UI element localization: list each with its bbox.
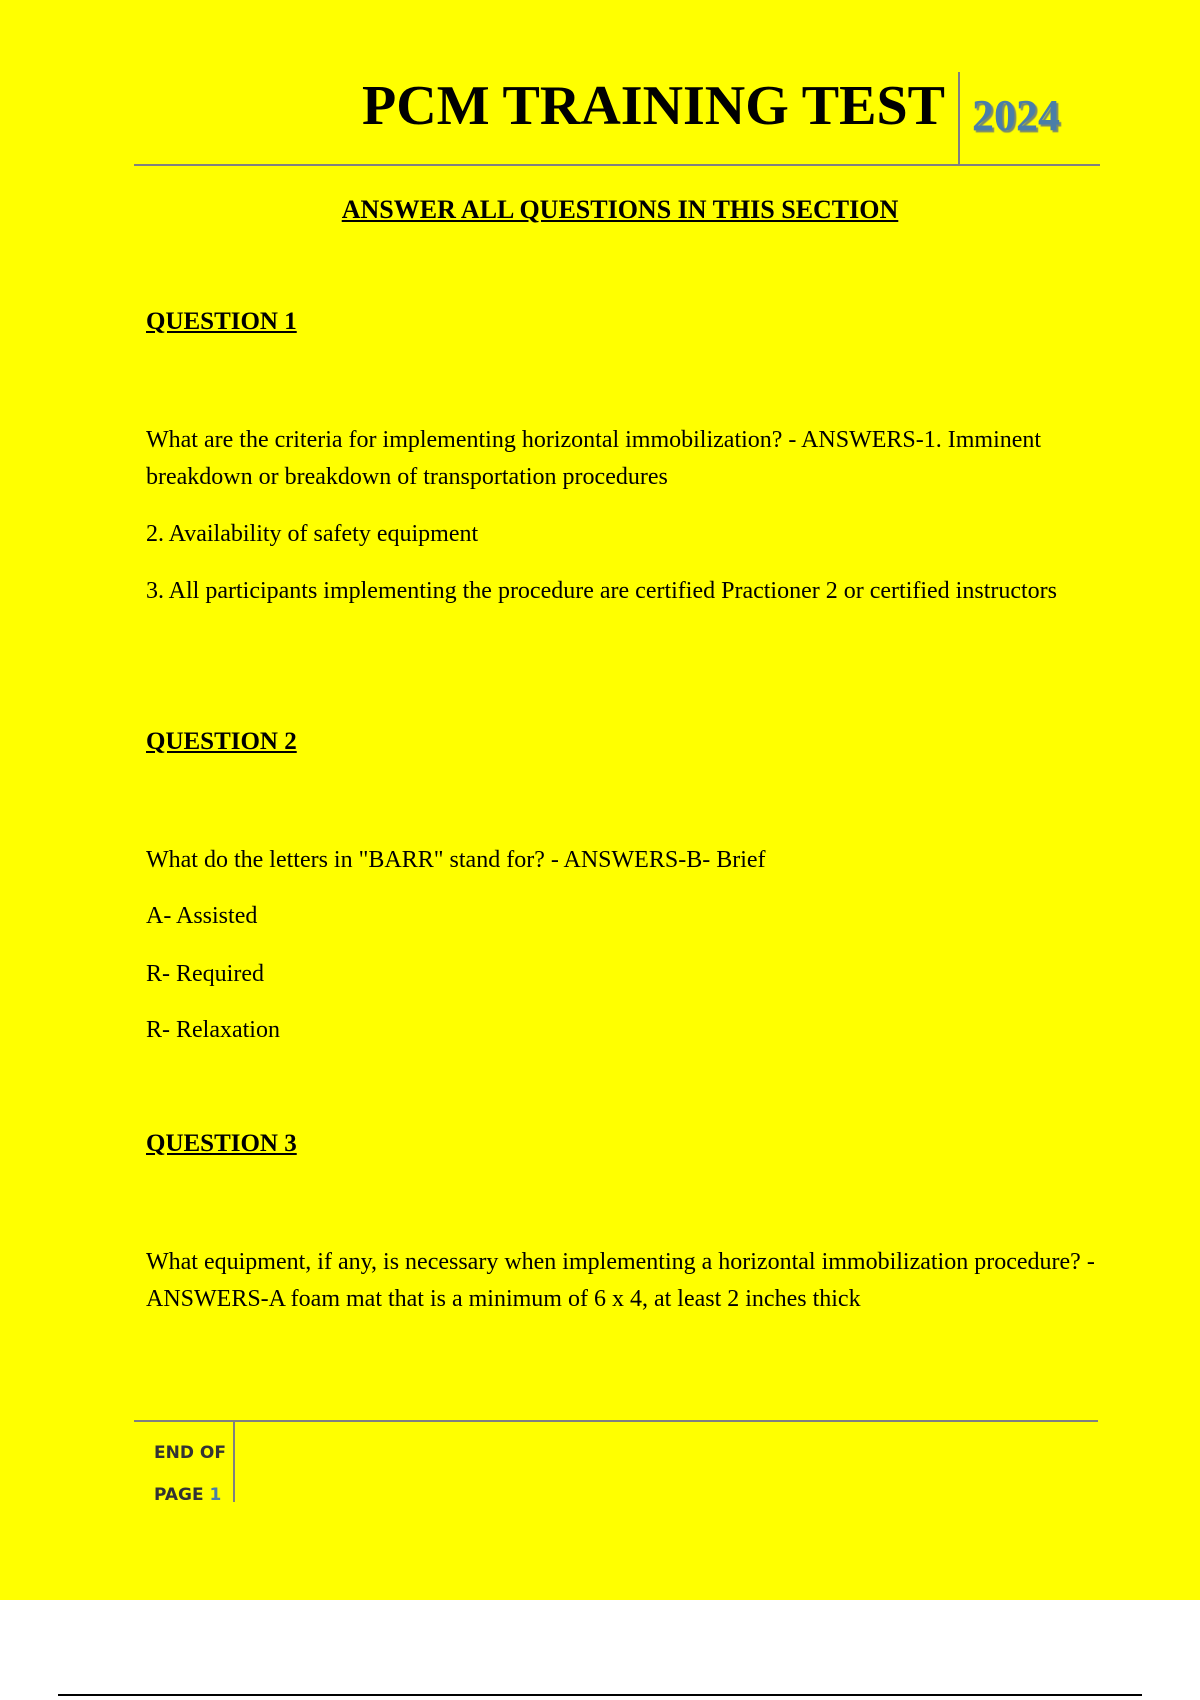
question-2-text: What do the letters in "BARR" stand for? - ANSWERS-B- Brief [146,847,766,873]
page-footer [134,1420,1098,1505]
footer-label [154,1432,226,1516]
footer-divider [233,1422,235,1502]
question-1-text: What are the criteria for implementing horizontal immobilization? - ANSWERS-1. Imminent breakdown or breakdown of transportation procedures [146,427,1042,490]
question-1-answer-3: 3. All participants implementing the procedure are certified Practioner 2 or certified instructors [146,578,1058,604]
document-title: PCM TRAINING TEST [362,75,945,137]
page-header [134,72,1100,166]
bottom-rule [58,1694,1142,1696]
question-2-answer-r2: R- Relaxation [146,1017,280,1043]
header-divider [958,72,960,164]
section-title: ANSWER ALL QUESTIONS IN THIS SECTION [341,195,899,224]
question-1-answer-2: 2. Availability of safety equipment [146,521,479,547]
question-2-answer-a: A- Assisted [146,903,258,929]
question-3-heading: QUESTION 3 [146,1130,297,1157]
footer-page-label: PAGE [154,1485,204,1505]
footer-page-number: 1 [209,1485,222,1505]
question-1-heading: QUESTION 1 [146,308,297,335]
footer-line-1: END OF [154,1443,226,1463]
question-3-text: What equipment, if any, is necessary when implementing a horizontal immobilization procedure? - ANSWERS-A foam mat that is a minimum of 6 x 4, at least 2 inches thick [146,1249,1095,1312]
document-year: 2024 [972,91,1060,140]
question-2-answer-r1: R- Required [146,961,264,987]
question-2-heading: QUESTION 2 [146,728,297,755]
footer-line-2 [154,1474,226,1516]
